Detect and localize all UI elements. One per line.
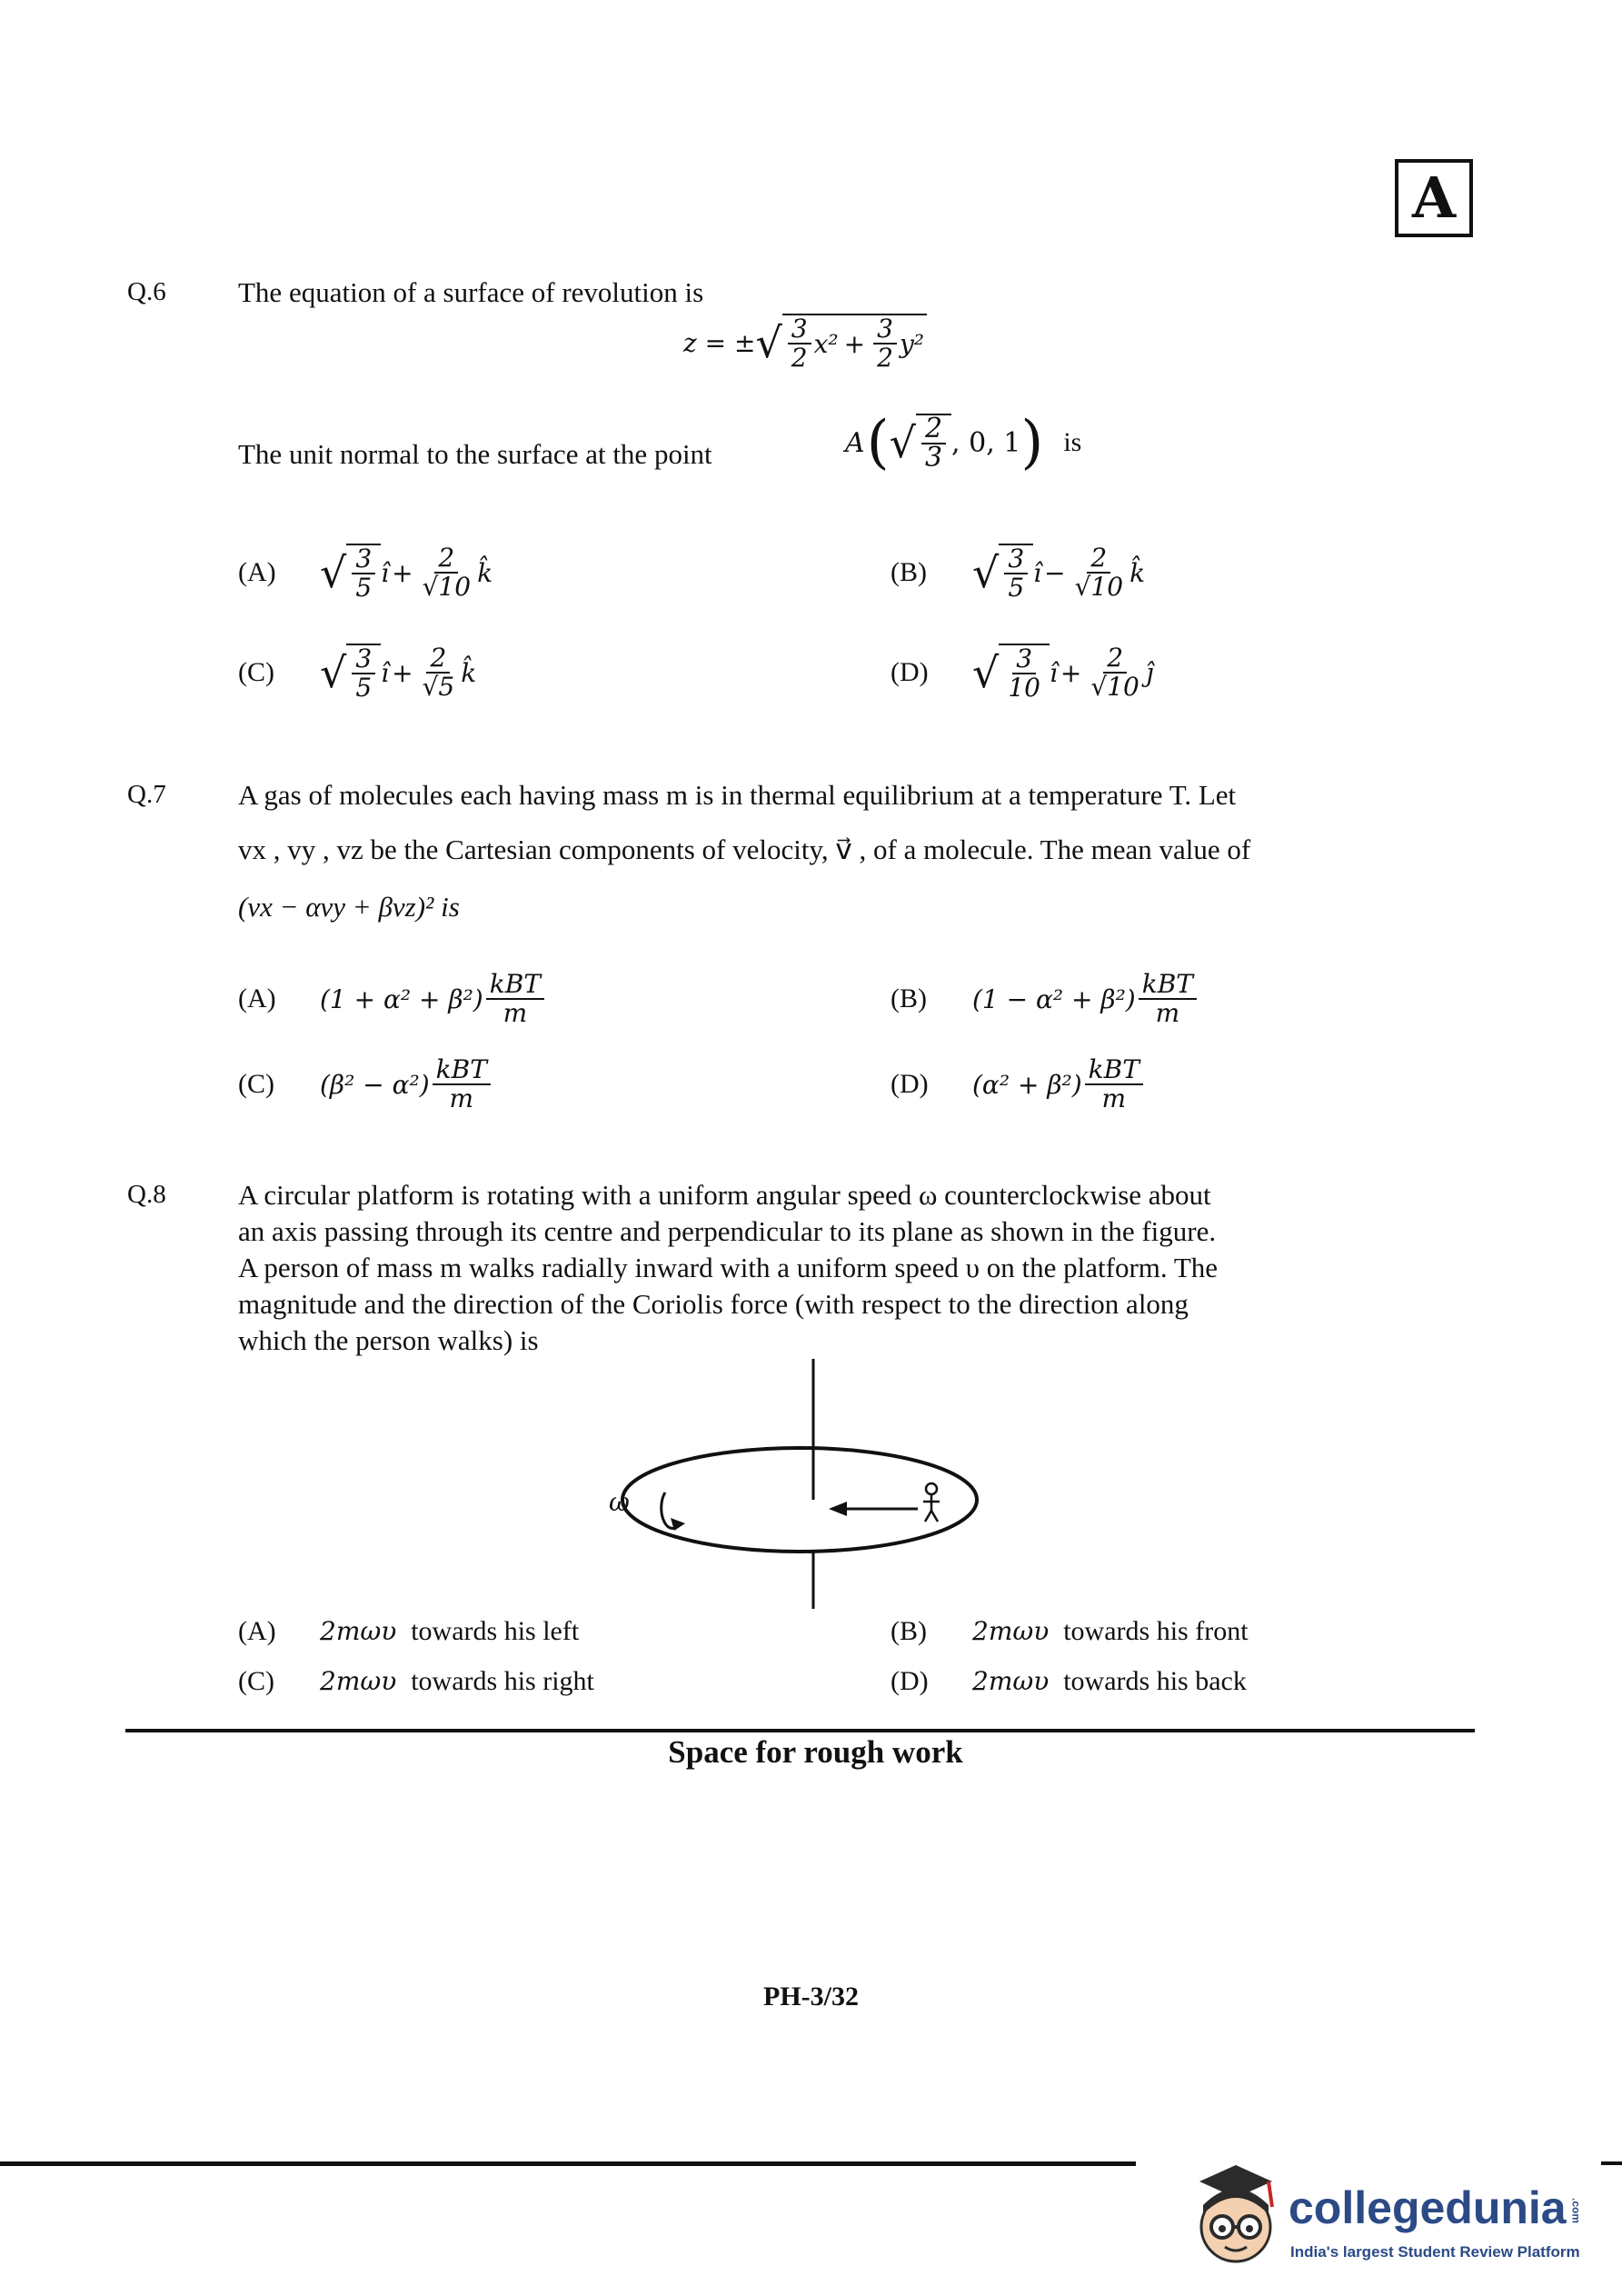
q8-option-d[interactable] <box>891 1666 1247 1697</box>
q8-option-b-text: towards his front <box>1063 1616 1249 1646</box>
q8-option-a-text: towards his left <box>411 1616 580 1646</box>
q8-line-4: magnitude and the direction of the Coriolis force (with respect to the direction along <box>238 1288 1189 1320</box>
platform-ellipse <box>622 1448 977 1552</box>
q8-option-c-value: 2mωυ <box>320 1666 397 1696</box>
logo-tagline: India's largest Student Review Platform <box>1290 2243 1580 2261</box>
omega-label: ω <box>609 1487 630 1517</box>
q6-option-c[interactable]: (C) √ $\frac{3}{5}$ î + $\frac{2}{√5}$ k̂ <box>238 643 477 703</box>
bottom-scan-line <box>0 2161 1136 2166</box>
paper-code: A <box>1411 165 1457 231</box>
q6-point-is: is <box>1063 427 1082 457</box>
rough-work-heading <box>0 1734 1622 1771</box>
q6-stem2: The unit normal to the surface at the point <box>238 438 712 470</box>
q8-option-d-label: (D) <box>891 1666 929 1696</box>
collegedunia-mascot-icon <box>1181 2154 1290 2281</box>
q6-point: A ( √ $\frac{2}{3}$ , 0, 1 ) is <box>845 409 1082 476</box>
footer-divider <box>125 1729 1475 1732</box>
q6-option-a[interactable]: (A) √ $\frac{3}{5}$ î + $\frac{2}{√10}$ k̂ <box>238 543 493 603</box>
paper-code-box <box>1395 159 1473 237</box>
person-icon <box>923 1483 940 1522</box>
q7-number: Q.7 <box>127 780 166 809</box>
logo-wordmark: collegedunia <box>1289 2182 1567 2233</box>
q6-stem: The equation of a surface of revolution is <box>238 276 704 308</box>
q8-option-c[interactable] <box>238 1666 594 1697</box>
q7-line3: (vx − αvy + βvz)² is <box>238 891 460 923</box>
q6-option-a-label: (A) <box>238 557 276 587</box>
q6-point-num: 2 <box>921 415 946 444</box>
q6-eq-y: y² <box>899 328 924 359</box>
q8-line-1: A circular platform is rotating with a uniform angular speed ω counterclockwise about <box>238 1179 1211 1211</box>
q6-option-b-label: (B) <box>891 557 927 587</box>
q7-option-b-label: (B) <box>891 983 927 1013</box>
q7-line1: A gas of molecules each having mass m is in thermal equilibrium at a temperature T. Let <box>238 779 1237 811</box>
bottom-scan-line-right <box>1601 2161 1622 2165</box>
q8-option-c-label: (C) <box>238 1666 274 1696</box>
q6-option-d[interactable]: (D) √ $\frac{3}{10}$ î + $\frac{2}{√10}$ ĵ <box>891 643 1154 703</box>
motion-arrow-head <box>829 1502 847 1516</box>
q8-line-3: A person of mass m walks radially inward with a uniform speed υ on the platform. The <box>238 1252 1219 1283</box>
q8-option-d-value: 2mωυ <box>972 1666 1050 1696</box>
q6-eq-plus: + <box>843 328 866 359</box>
q6-equation <box>683 314 927 372</box>
page-number <box>0 1982 1622 2012</box>
q7-option-d[interactable]: (D) (α² + β²) $\frac{\text{kBT}}{m}$ <box>891 1056 1146 1113</box>
q6-option-b[interactable]: (B) √ $\frac{3}{5}$ î − $\frac{2}{√10}$ k̂ <box>891 543 1146 603</box>
q6-point-name: A <box>845 426 865 459</box>
q8-option-a-value: 2mωυ <box>320 1616 397 1646</box>
page-number-text: PH-3/32 <box>763 1982 859 2011</box>
q8-line-5: which the person walks) is <box>238 1324 539 1356</box>
q8-option-a[interactable] <box>238 1616 579 1647</box>
q8-option-a-label: (A) <box>238 1616 276 1646</box>
q7-option-a-label: (A) <box>238 983 276 1013</box>
q6-point-den: 3 <box>924 442 943 474</box>
logo-suffix: .com <box>1569 2198 1583 2224</box>
q8-figure <box>591 1354 1009 1618</box>
q6-eq-x: x² <box>813 328 839 359</box>
q7-option-c[interactable]: (C) (β² − α²) $\frac{\text{kBT}}{m}$ <box>238 1056 493 1113</box>
q6-number: Q.6 <box>127 277 166 306</box>
collegedunia-logo[interactable] <box>1289 2181 1583 2234</box>
q8-option-c-text: towards his right <box>411 1666 594 1696</box>
q8-option-d-text: towards his back <box>1063 1666 1247 1696</box>
q7-option-b[interactable]: (B) (1 − α² + β²) $\frac{\text{kBT}}{m}$ <box>891 971 1199 1027</box>
q8-number: Q.8 <box>127 1180 166 1209</box>
q7-option-a[interactable]: (A) (1 + α² + β²) $\frac{\text{kBT}}{m}$ <box>238 971 547 1027</box>
q7-option-c-label: (C) <box>238 1069 274 1099</box>
rough-work-text: Space for rough work <box>668 1734 963 1770</box>
q6-option-c-label: (C) <box>238 657 274 687</box>
q7-line2: vx , vy , vz be the Cartesian components of velocity, v⃗ , of a molecule. The mean value of <box>238 834 1251 865</box>
q6-option-d-label: (D) <box>891 657 929 687</box>
q8-option-b-value: 2mωυ <box>972 1616 1050 1646</box>
q6-eq-frac2: $\frac{3}{2}$ <box>873 315 897 372</box>
q6-point-rest: , 0, 1 <box>951 426 1021 459</box>
q6-eq-frac1: $\frac{3}{2}$ <box>788 315 811 372</box>
q6-eq-lhs: z = ± <box>683 327 756 358</box>
q8-option-b[interactable] <box>891 1616 1249 1647</box>
q8-line-2: an axis passing through its centre and perpendicular to its plane as shown in the figure. <box>238 1215 1217 1247</box>
q6-eq-sqrt: √ $\frac{3}{2}$ x² + $\frac{3}{2}$ y² <box>755 314 927 372</box>
q8-option-b-label: (B) <box>891 1616 927 1646</box>
q7-option-d-label: (D) <box>891 1069 929 1099</box>
